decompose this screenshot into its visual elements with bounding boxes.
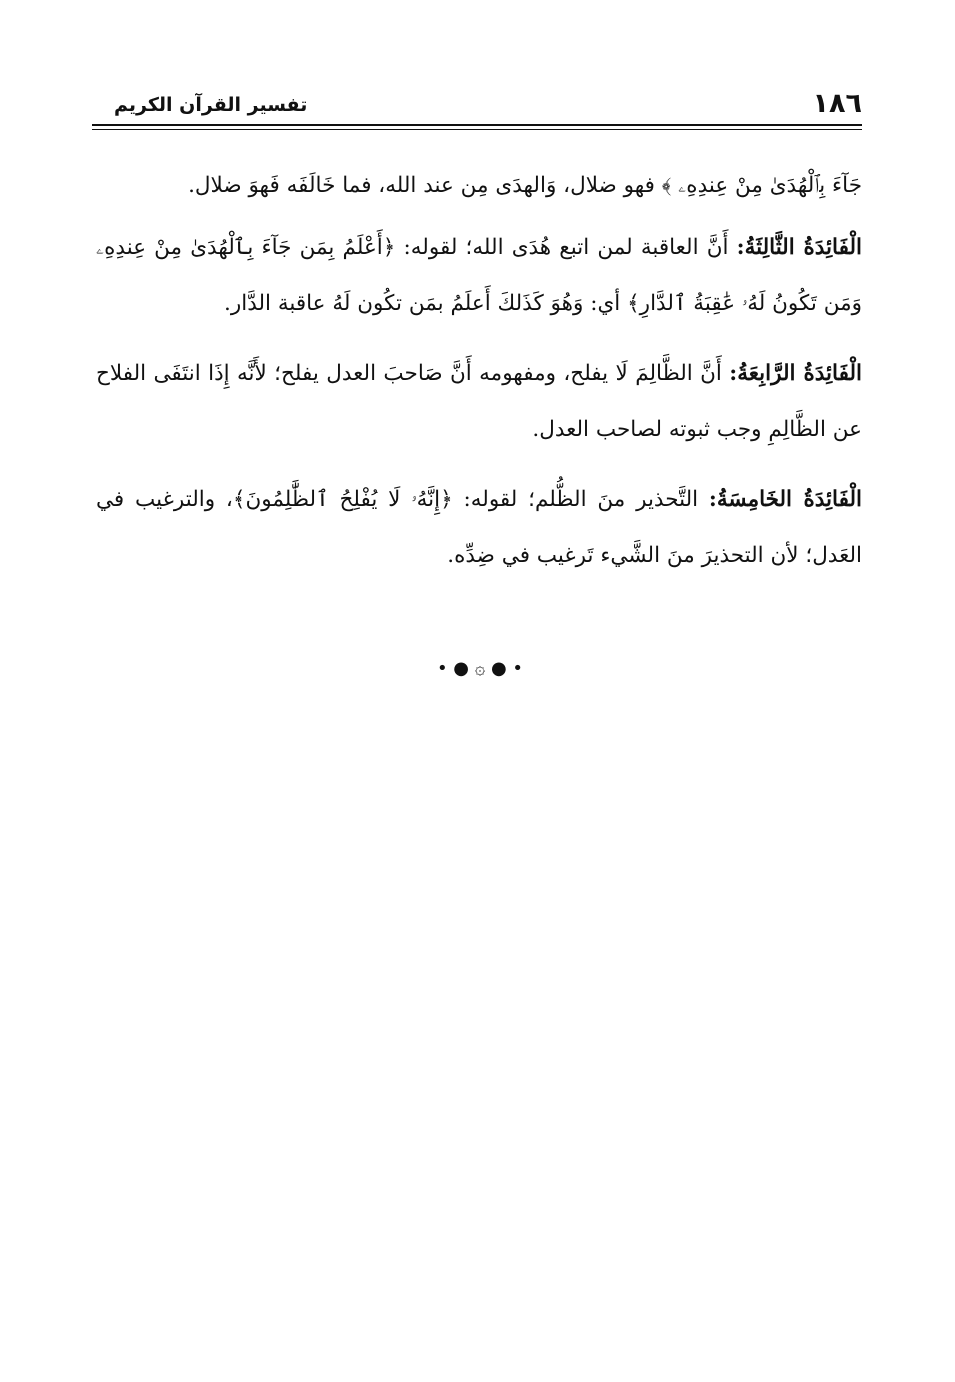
header-rule <box>92 124 862 126</box>
paragraph-benefit-3 <box>96 220 862 332</box>
section-end-ornament: • ● ۞ ● • <box>436 658 524 679</box>
paragraph-text: التَّحذير منَ الظُّلم؛ لقوله: ﴿إِنَّهُۥ لَا يُفْلِحُ ٱلظَّٰلِمُونَ﴾، والترغيب في العَدل؛ لأن التحذيرَ منَ الشَّيء تَرغيب في ضِدِّه. <box>96 487 862 568</box>
paragraph-text: أَنَّ العاقبة لمن اتبع هُدَى الله؛ لقوله: ﴿أَعْلَمُ بِمَن جَآءَ بِٱلْهُدَىٰ مِنْ عِندِهِۦ وَمَن تَكُونُ لَهُۥ عَٰقِبَةُ ٱلدَّارِ﴾ أي: وَهُوَ كَذَلكَ أَعلَمُ بمَن تكُون لَهُ عاقبة الدَّار. <box>96 235 862 316</box>
paragraph-text: أَنَّ الظَّالِمَ لَا يفلح، ومفهومه أَنَّ صَاحبَ العدل يفلح؛ لأَنَّه إِذَا انتَفَى الفلاح عن الظَّالِمِ وجب ثبوته لصاحب العدل. <box>96 361 862 442</box>
page-header <box>92 88 862 124</box>
paragraph-benefit-4 <box>96 346 862 458</box>
benefit-heading: الْفَائِدَةُ الرَّابِعَةُ: <box>729 361 862 386</box>
paragraph-benefit-5 <box>96 472 862 584</box>
paragraph-continuation <box>96 158 862 214</box>
benefit-heading: الْفَائِدَةُ الخَامِسَةُ: <box>708 487 862 512</box>
header-rule-thin <box>92 129 862 130</box>
running-title: تفسير القرآن الكريم <box>114 94 308 116</box>
page-body <box>96 158 862 598</box>
page-number: ١٨٦ <box>812 88 862 119</box>
paragraph-text: جَآءَ بِٱلْهُدَىٰ مِنْ عِندِهِۦ ﴾ فهو ضلال، وَالهدَى مِن عند الله، فما خَالَفَه فَهوَ ضلال. <box>188 173 862 198</box>
benefit-heading: الْفَائِدَةُ الثَّالِثَةُ: <box>736 235 862 260</box>
